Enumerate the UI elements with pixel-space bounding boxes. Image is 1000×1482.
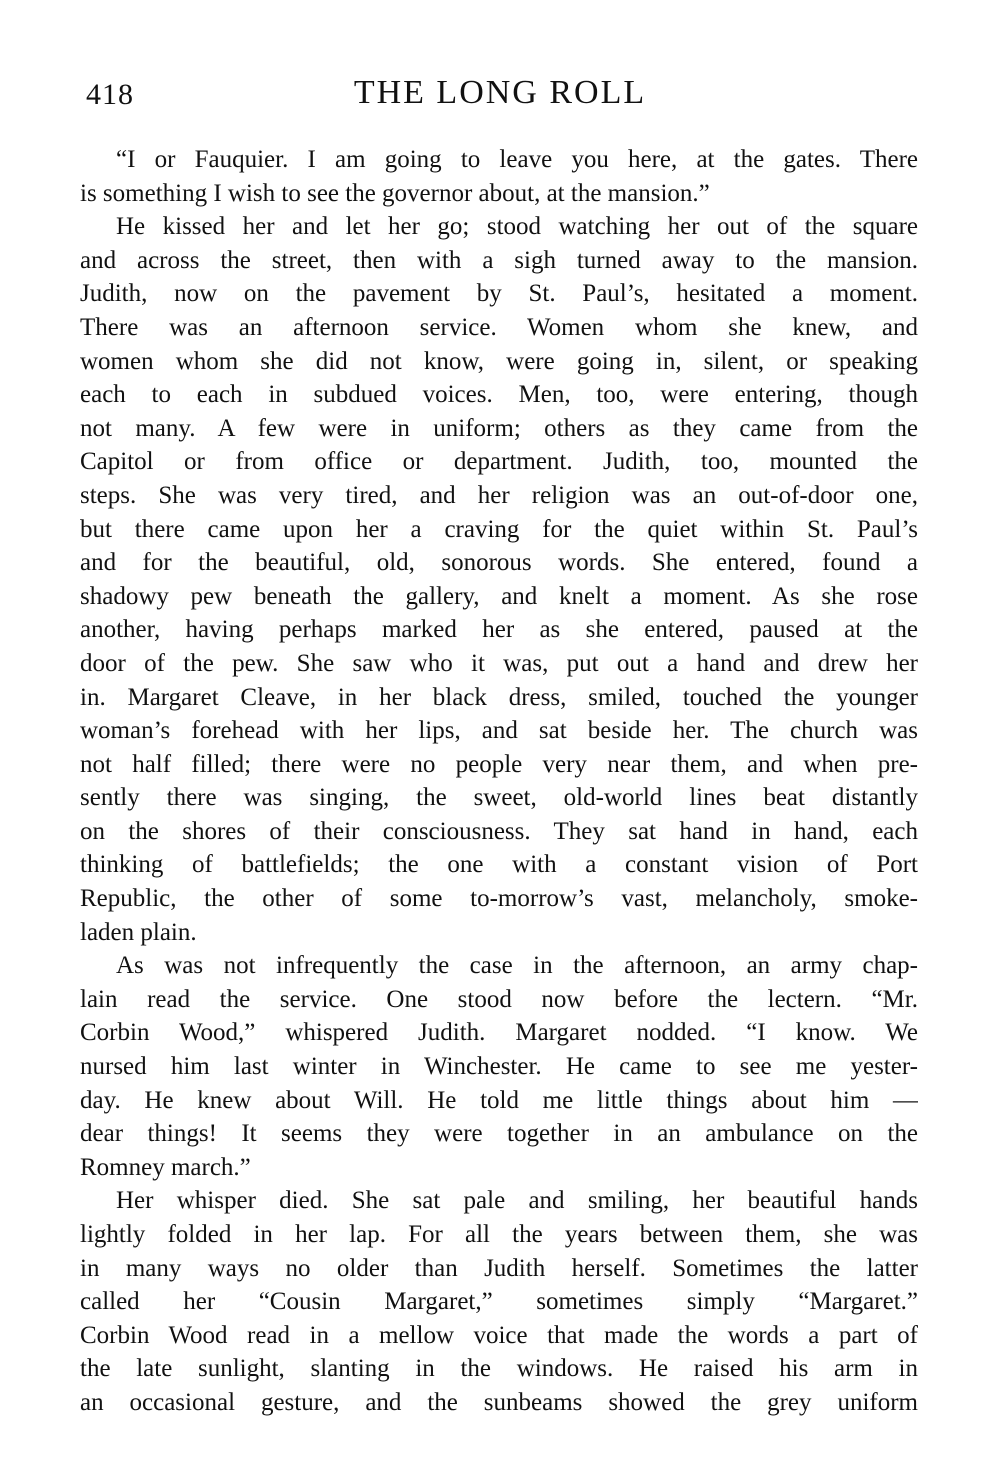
text-line: on the shores of their consciousness. They sat hand in hand, each xyxy=(80,817,918,845)
text-line: called her “Cousin Margaret,” sometimes simply “Margaret.” xyxy=(80,1288,918,1316)
text-line: As was not infrequently the case in the afternoon, an army chap- xyxy=(116,952,918,980)
text-line: “I or Fauquier. I am going to leave you here, at the gates. There xyxy=(116,146,918,173)
text-line: but there came upon her a craving for the quiet within St. Paul’s xyxy=(80,515,918,543)
text-line: in many ways no older than Judith herself. Sometimes the latter xyxy=(80,1254,918,1282)
text-line: woman’s forehead with her lips, and sat beside her. The church was xyxy=(80,717,918,745)
text-line: Republic, the other of some to-morrow’s vast, melancholy, smoke- xyxy=(80,885,918,913)
text-line: women whom she did not know, were going in, silent, or speaking xyxy=(80,347,918,375)
text-line: and across the street, then with a sigh turned away to the mansion. xyxy=(80,246,918,274)
text-line: not half filled; there were no people very near them, and when pre- xyxy=(80,750,918,778)
text-line: Romney march.” xyxy=(80,1153,251,1181)
text-line: door of the pew. She saw who it was, put out a hand and drew her xyxy=(80,649,918,677)
text-line: another, having perhaps marked her as she entered, paused at the xyxy=(80,616,918,644)
text-line: Capitol or from office or department. Judith, too, mounted the xyxy=(80,448,918,476)
running-title: THE LONG ROLL xyxy=(353,74,647,111)
text-line: lightly folded in her lap. For all the years between them, she was xyxy=(80,1221,918,1248)
text-line: in. Margaret Cleave, in her black dress, smiled, touched the younger xyxy=(80,683,918,711)
text-line: Judith, now on the pavement by St. Paul’s, hesitated a moment. xyxy=(80,280,918,308)
text-line: is something I wish to see the governor about, at the mansion.” xyxy=(80,179,710,207)
page-header xyxy=(80,74,920,124)
text-line: laden plain. xyxy=(80,918,197,946)
text-line: dear things! It seems they were together in an ambulance on the xyxy=(80,1120,918,1148)
text-line: steps. She was very tired, and her religion was an out-of-door one, xyxy=(80,481,918,509)
text-line: the late sunlight, slanting in the windows. He raised his arm in xyxy=(80,1355,918,1383)
text-line: each to each in subdued voices. Men, too, were entering, though xyxy=(80,381,918,409)
text-line: thinking of battlefields; the one with a constant vision of Port xyxy=(80,851,918,879)
text-line: nursed him last winter in Winchester. He came to see me yester- xyxy=(80,1053,918,1081)
text-line: and for the beautiful, old, sonorous words. She entered, found a xyxy=(80,549,918,577)
text-line: lain read the service. One stood now before the lectern. “Mr. xyxy=(80,985,918,1013)
text-line: sently there was singing, the sweet, old-world lines beat distantly xyxy=(80,784,918,812)
text-line: an occasional gesture, and the sunbeams showed the grey uniform xyxy=(80,1388,918,1416)
page-number: 418 xyxy=(86,78,134,111)
text-line: day. He knew about Will. He told me little things about him — xyxy=(80,1086,918,1114)
text-line: shadowy pew beneath the gallery, and knelt a moment. As she rose xyxy=(80,582,918,610)
text-line: He kissed her and let her go; stood watching her out of the square xyxy=(116,213,918,241)
text-line: Her whisper died. She sat pale and smiling, her beautiful hands xyxy=(116,1187,918,1215)
body-text xyxy=(80,143,918,1420)
text-line: Corbin Wood,” whispered Judith. Margaret nodded. “I know. We xyxy=(80,1019,918,1047)
text-line: There was an afternoon service. Women whom she knew, and xyxy=(80,313,918,341)
text-line: not many. A few were in uniform; others as they came from the xyxy=(80,414,918,442)
text-line: Corbin Wood read in a mellow voice that made the words a part of xyxy=(80,1321,918,1349)
